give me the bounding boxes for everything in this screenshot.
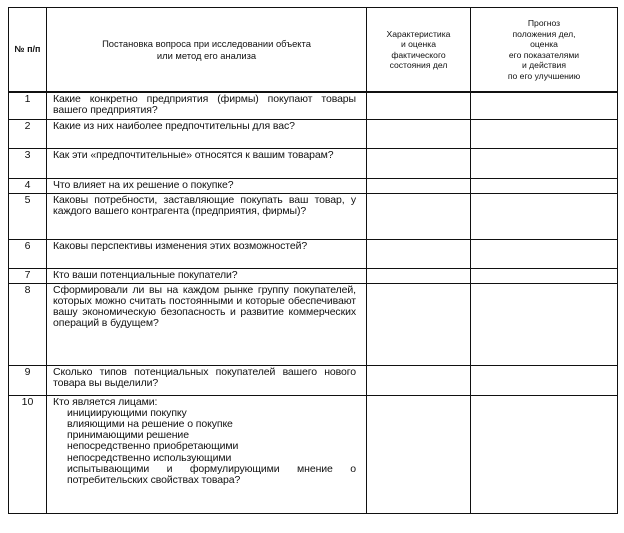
- list-item: испытывающими и формулирующими мнение о потребительских свойствах товара?: [67, 462, 356, 486]
- forecast-cell: [471, 395, 618, 513]
- forecast-cell: [471, 268, 618, 283]
- row-question: Сколько типов потенциальных покупателей вашего нового товара вы выделили?: [47, 365, 367, 395]
- row-question: Как эти «предпочтительные» относятся к вашим товарам?: [47, 148, 367, 178]
- forecast-cell: [471, 239, 618, 268]
- row-number: 9: [9, 365, 47, 395]
- header-number: [9, 8, 47, 93]
- forecast-cell: [471, 178, 618, 193]
- characteristic-cell: [367, 148, 471, 178]
- characteristic-cell: [367, 365, 471, 395]
- header-forecast-line: и действия: [521, 60, 567, 70]
- characteristic-cell: [367, 283, 471, 365]
- header-row: [9, 8, 618, 93]
- row-number: 10: [9, 395, 47, 513]
- header-question-line: Постановка вопроса при исследовании объекта: [102, 37, 311, 49]
- header-characteristic-line: и оценка: [400, 39, 437, 49]
- header-question: [47, 8, 367, 93]
- header-forecast-line: положения дел,: [512, 28, 576, 39]
- row-number: 4: [9, 178, 47, 193]
- forecast-cell: [471, 283, 618, 365]
- table-row: [9, 283, 618, 365]
- table-row: [9, 268, 618, 283]
- characteristic-cell: [367, 178, 471, 193]
- characteristic-cell: [367, 92, 471, 119]
- header-number-label: № п/п: [14, 44, 41, 55]
- header-forecast: [471, 8, 618, 93]
- characteristic-cell: [367, 193, 471, 239]
- row-number: 6: [9, 239, 47, 268]
- table-row: [9, 193, 618, 239]
- header-characteristic-line: состояния дел: [389, 60, 448, 70]
- row-number: 8: [9, 283, 47, 365]
- table-row: [9, 148, 618, 178]
- header-characteristic: [367, 8, 471, 93]
- row-number: 7: [9, 268, 47, 283]
- row-number: 3: [9, 148, 47, 178]
- row-number: 1: [9, 92, 47, 119]
- row-question: Что влияет на их решение о покупке?: [47, 178, 367, 193]
- header-question-line: или метод его анализа: [156, 49, 257, 61]
- table-row: [9, 365, 618, 395]
- characteristic-cell: [367, 395, 471, 513]
- table-row: [9, 178, 618, 193]
- table-row: [9, 395, 618, 513]
- forecast-cell: [471, 119, 618, 148]
- list-item: непосредственно использующими: [67, 451, 232, 464]
- header-forecast-line: его показателями: [508, 49, 580, 60]
- list-item: инициирующими покупку: [67, 406, 187, 419]
- header-characteristic-line: фактического: [391, 49, 446, 60]
- row-question: Какие конкретно предприятия (фирмы) покупают товары вашего предприятия?: [47, 92, 367, 119]
- row-question: Сформировали ли вы на каждом рынке группу покупателей, которых можно считать постоянными и которые обеспечивают вашу экономическую безопасность и развитие коммерческих операций в будущем?: [47, 283, 367, 365]
- row-question: Каковы перспективы изменения этих возможностей?: [47, 239, 367, 268]
- characteristic-cell: [367, 239, 471, 268]
- question-table: [8, 7, 618, 514]
- forecast-cell: [471, 148, 618, 178]
- header-forecast-line: по его улучшению: [507, 70, 581, 81]
- characteristic-cell: [367, 268, 471, 283]
- table-row: [9, 119, 618, 148]
- characteristic-cell: [367, 119, 471, 148]
- table-row: [9, 239, 618, 268]
- row-question: Кто ваши потенциальные покупатели?: [47, 268, 367, 283]
- header-characteristic-line: Характеристика: [386, 28, 451, 39]
- row-question: Какие из них наиболее предпочтительны для вас?: [47, 119, 367, 148]
- forecast-cell: [471, 193, 618, 239]
- row-question: Каковы потребности, заставляющие покупать ваш товар, у каждого вашего контрагента (предприятия, фирмы)?: [47, 193, 367, 239]
- header-forecast-line: Прогноз: [527, 18, 561, 28]
- list-item: влияющими на решение о покупке: [67, 417, 233, 430]
- row-question-title: Кто является лицами:: [53, 395, 158, 408]
- row-question: [47, 395, 367, 513]
- table-row: [9, 92, 618, 119]
- row-number: 2: [9, 119, 47, 148]
- row-number: 5: [9, 193, 47, 239]
- list-item: непосредственно приобретающими: [67, 440, 239, 453]
- header-forecast-line: оценка: [530, 39, 558, 49]
- forecast-cell: [471, 92, 618, 119]
- forecast-cell: [471, 365, 618, 395]
- list-item: принимающими решение: [67, 429, 189, 442]
